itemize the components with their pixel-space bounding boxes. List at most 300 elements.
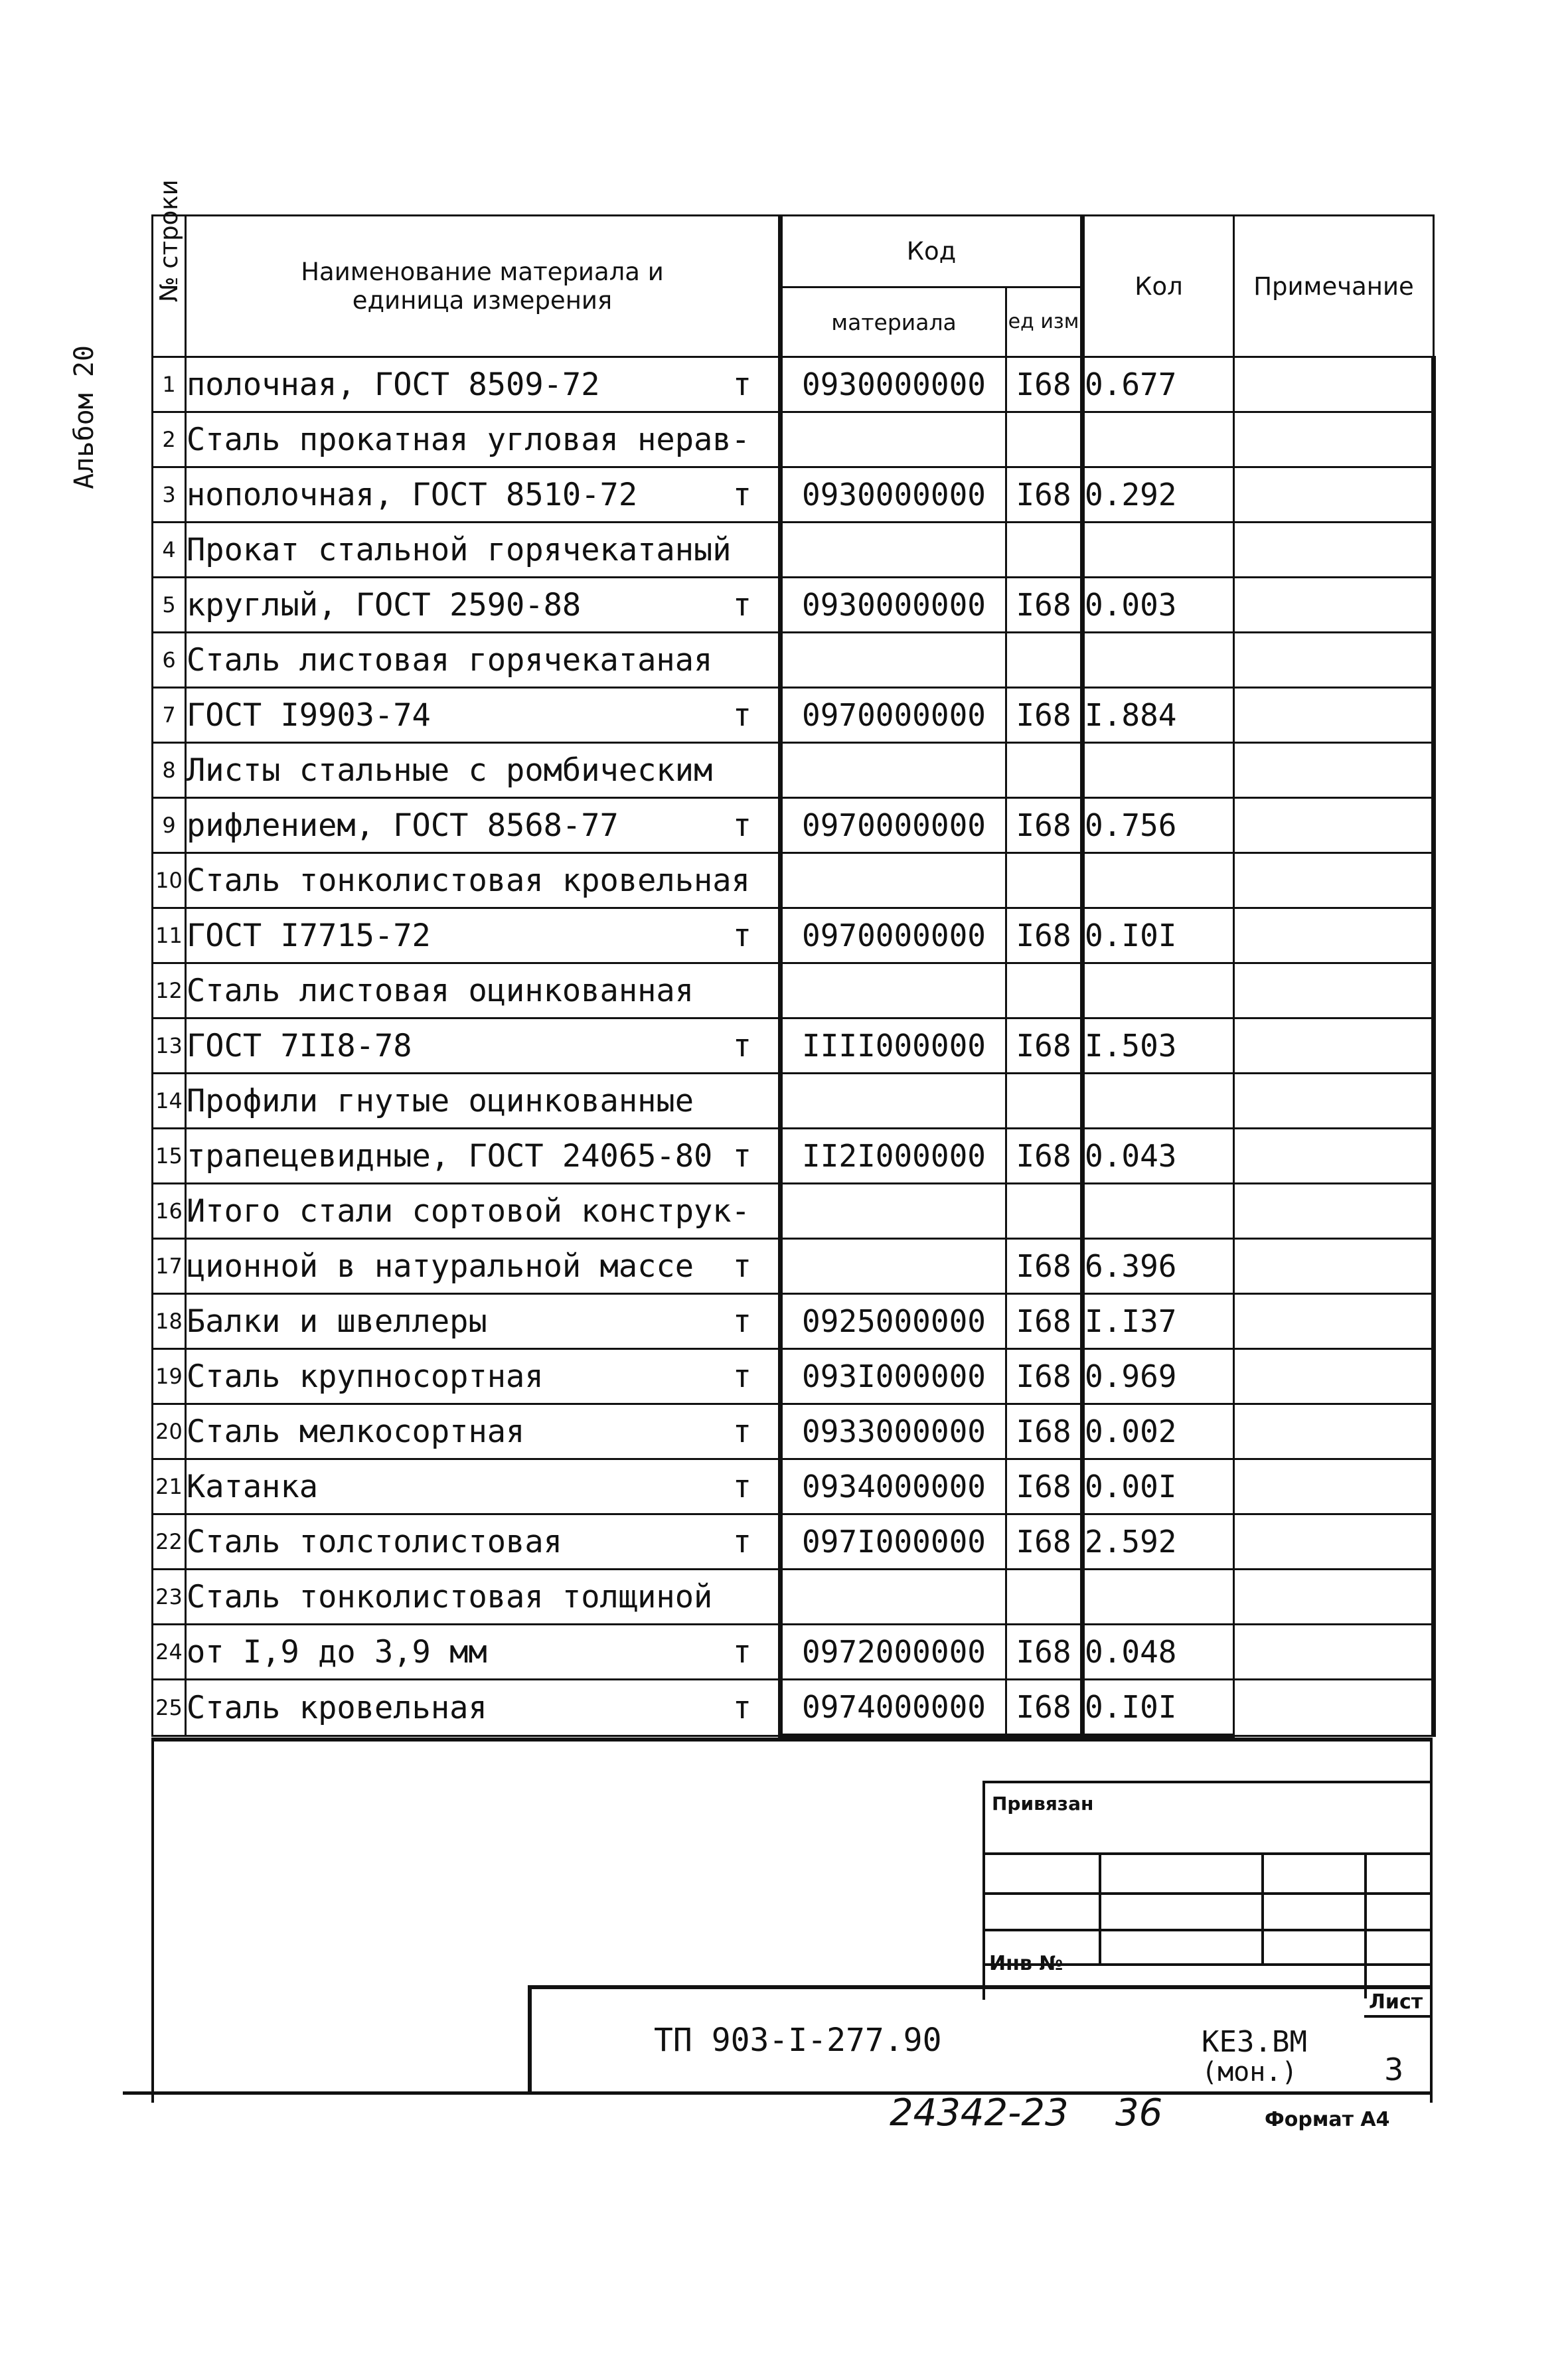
quantity-text: I.503 xyxy=(1085,1028,1177,1064)
note xyxy=(1234,1074,1434,1129)
row-number xyxy=(153,1625,186,1680)
quantity xyxy=(1083,1514,1234,1570)
quantity xyxy=(1083,963,1234,1018)
unit-code xyxy=(1006,412,1083,467)
note xyxy=(1234,1680,1434,1736)
material-name xyxy=(186,1239,781,1294)
material-code-text: 0930000000 xyxy=(802,477,986,513)
unit-label: т xyxy=(732,1689,751,1726)
material-code xyxy=(781,1018,1006,1074)
material-code xyxy=(781,1129,1006,1184)
material-name-text: Сталь кровельная xyxy=(187,1689,487,1726)
quantity xyxy=(1083,1349,1234,1404)
quantity-text: 6.396 xyxy=(1085,1248,1177,1284)
material-code-text: 0925000000 xyxy=(802,1303,986,1339)
row-number-text: 9 xyxy=(162,813,176,838)
linked-col-2 xyxy=(1261,1852,1264,1963)
quantity-text: 0.00I xyxy=(1085,1469,1177,1504)
unit-code xyxy=(1006,467,1083,523)
unit-code-text: I68 xyxy=(1016,1303,1071,1339)
page-bottom-line xyxy=(123,2091,1433,2095)
table-row xyxy=(153,798,1434,853)
unit-code xyxy=(1006,1129,1083,1184)
unit-code xyxy=(1006,743,1083,798)
material-code-text: 097I000000 xyxy=(802,1524,986,1560)
note xyxy=(1234,743,1434,798)
row-number xyxy=(153,688,186,743)
header-code: Код xyxy=(781,216,1083,287)
material-name-text: от I,9 до 3,9 мм xyxy=(187,1633,487,1670)
unit-code-text: I68 xyxy=(1016,697,1071,733)
unit-code xyxy=(1006,1625,1083,1680)
material-code xyxy=(781,1570,1006,1625)
table-row xyxy=(153,1459,1434,1514)
row-number-text: 6 xyxy=(162,647,176,673)
material-name-text: полочная, ГОСТ 8509-72 xyxy=(187,366,600,403)
table-row xyxy=(153,467,1434,523)
unit-code xyxy=(1006,798,1083,853)
material-code xyxy=(781,1294,1006,1349)
material-name-text: Листы стальные с ромбическим xyxy=(187,752,713,789)
material-code xyxy=(781,467,1006,523)
unit-code xyxy=(1006,578,1083,633)
table-row xyxy=(153,1129,1434,1184)
material-name-text: круглый, ГОСТ 2590-88 xyxy=(187,586,582,623)
material-code xyxy=(781,798,1006,853)
unit-code-text: I68 xyxy=(1016,1028,1071,1064)
unit-label: т xyxy=(732,366,751,403)
row-number xyxy=(153,1184,186,1239)
row-number xyxy=(153,1294,186,1349)
quantity xyxy=(1083,1184,1234,1239)
quantity-text: 0.003 xyxy=(1085,587,1177,623)
frame-right-line xyxy=(1430,1738,1433,2103)
row-number xyxy=(153,523,186,578)
unit-label: т xyxy=(732,917,751,954)
quantity-text: 0.292 xyxy=(1085,477,1177,513)
material-name-text: Балки и швеллеры xyxy=(187,1303,487,1340)
row-number-text: 17 xyxy=(155,1254,183,1279)
row-number-text: 19 xyxy=(155,1364,183,1389)
title-top xyxy=(528,1985,1433,1989)
quantity-text: 0.I0I xyxy=(1085,918,1177,953)
unit-label: т xyxy=(732,1248,751,1285)
unit-code xyxy=(1006,853,1083,908)
unit-code xyxy=(1006,963,1083,1018)
material-code-text: 0972000000 xyxy=(802,1634,986,1670)
linked-left xyxy=(982,1781,985,2000)
quantity xyxy=(1083,1459,1234,1514)
header-qty: Кол xyxy=(1083,216,1234,357)
frame-bottom-line xyxy=(151,1738,1433,1742)
unit-code xyxy=(1006,1239,1083,1294)
row-number xyxy=(153,1018,186,1074)
material-code xyxy=(781,743,1006,798)
unit-label: т xyxy=(732,696,751,734)
material-code xyxy=(781,523,1006,578)
note xyxy=(1234,1184,1434,1239)
material-code xyxy=(781,633,1006,688)
material-code-text: 0974000000 xyxy=(802,1689,986,1725)
unit-code-text: I68 xyxy=(1016,1689,1071,1725)
row-number-text: 23 xyxy=(155,1584,183,1609)
quantity xyxy=(1083,853,1234,908)
note xyxy=(1234,467,1434,523)
row-number xyxy=(153,1074,186,1129)
header-code-material: материала xyxy=(781,287,1006,357)
note xyxy=(1234,1459,1434,1514)
sheet-number: 3 xyxy=(1384,2052,1404,2087)
row-number-text: 24 xyxy=(155,1639,183,1664)
unit-code xyxy=(1006,1074,1083,1129)
note xyxy=(1234,908,1434,963)
material-name-text: Сталь толстолистовая xyxy=(187,1523,562,1560)
inv-no-label: Инв № xyxy=(989,1952,1063,1975)
row-number xyxy=(153,1680,186,1736)
material-name xyxy=(186,412,781,467)
material-code xyxy=(781,688,1006,743)
material-code-text: 0970000000 xyxy=(802,918,986,953)
row-number-text: 8 xyxy=(162,758,176,783)
set-mark: КЕЗ.ВМ xyxy=(1202,2025,1307,2059)
material-name xyxy=(186,908,781,963)
material-name xyxy=(186,1459,781,1514)
unit-code xyxy=(1006,1680,1083,1736)
material-name-text: Сталь мелкосортная xyxy=(187,1413,525,1450)
material-name xyxy=(186,743,781,798)
table-row xyxy=(153,853,1434,908)
material-name xyxy=(186,1018,781,1074)
table-row xyxy=(153,523,1434,578)
table-row xyxy=(153,908,1434,963)
material-name xyxy=(186,1184,781,1239)
material-code xyxy=(781,1459,1006,1514)
quantity-text: 0.002 xyxy=(1085,1414,1177,1449)
material-name xyxy=(186,1349,781,1404)
quantity xyxy=(1083,1625,1234,1680)
row-number-text: 15 xyxy=(155,1143,183,1169)
quantity xyxy=(1083,688,1234,743)
unit-code-text: I68 xyxy=(1016,1414,1071,1449)
row-number xyxy=(153,963,186,1018)
quantity-text: I.I37 xyxy=(1085,1303,1177,1339)
unit-code-text: I68 xyxy=(1016,1469,1071,1504)
row-number-text: 18 xyxy=(155,1309,183,1334)
note xyxy=(1234,1625,1434,1680)
quantity xyxy=(1083,1129,1234,1184)
quantity xyxy=(1083,1570,1234,1625)
table-row xyxy=(153,1239,1434,1294)
unit-label: т xyxy=(732,1633,751,1670)
material-name xyxy=(186,1129,781,1184)
table-row xyxy=(153,1349,1434,1404)
linked-top xyxy=(982,1781,1433,1783)
quantity xyxy=(1083,1018,1234,1074)
row-number xyxy=(153,1404,186,1459)
unit-code xyxy=(1006,1514,1083,1570)
sheet-divider xyxy=(1364,2015,1433,2018)
header-rownum: № строки xyxy=(153,216,186,357)
row-number xyxy=(153,1349,186,1404)
set-mark-sub: (мон.) xyxy=(1202,2057,1298,2087)
row-number xyxy=(153,1570,186,1625)
material-name-text: Сталь листовая горячекатаная xyxy=(187,641,713,679)
quantity-text: 2.592 xyxy=(1085,1524,1177,1560)
unit-label: т xyxy=(732,1027,751,1064)
header-code-unit: ед изм xyxy=(1006,287,1083,357)
row-number-text: 3 xyxy=(162,482,176,507)
album-side-label: Альбом 20 xyxy=(69,345,100,489)
material-code xyxy=(781,1680,1006,1736)
table-row xyxy=(153,578,1434,633)
unit-code-text: I68 xyxy=(1016,366,1071,402)
material-code xyxy=(781,578,1006,633)
quantity-text: 0.969 xyxy=(1085,1358,1177,1394)
material-code xyxy=(781,412,1006,467)
row-number xyxy=(153,743,186,798)
unit-code-text: I68 xyxy=(1016,1138,1071,1174)
table-row xyxy=(153,1184,1434,1239)
row-number xyxy=(153,908,186,963)
quantity xyxy=(1083,743,1234,798)
row-number-text: 13 xyxy=(155,1033,183,1058)
material-name xyxy=(186,633,781,688)
material-code-text: II2I000000 xyxy=(802,1138,986,1174)
row-number-text: 22 xyxy=(155,1529,183,1554)
unit-label: т xyxy=(732,1468,751,1505)
table-row xyxy=(153,1404,1434,1459)
note xyxy=(1234,963,1434,1018)
material-name-text: Сталь тонколистовая кровельная xyxy=(187,862,750,899)
archive-number: 24342-23 xyxy=(890,2091,1069,2135)
row-number-text: 2 xyxy=(162,427,176,452)
table-row xyxy=(153,357,1434,412)
material-name xyxy=(186,523,781,578)
linked-label: Привязан xyxy=(992,1793,1094,1815)
material-name xyxy=(186,357,781,412)
unit-code-text: I68 xyxy=(1016,1524,1071,1560)
unit-code-text: I68 xyxy=(1016,477,1071,513)
quantity xyxy=(1083,1404,1234,1459)
material-name xyxy=(186,1404,781,1459)
note xyxy=(1234,798,1434,853)
row-number-text: 25 xyxy=(155,1695,183,1720)
material-code xyxy=(781,1514,1006,1570)
material-name-text: ГОСТ I7715-72 xyxy=(187,917,431,954)
row-number xyxy=(153,853,186,908)
quantity xyxy=(1083,1239,1234,1294)
materials-table xyxy=(151,179,1436,1738)
note xyxy=(1234,1514,1434,1570)
material-name xyxy=(186,798,781,853)
material-name xyxy=(186,853,781,908)
unit-code xyxy=(1006,1459,1083,1514)
material-code xyxy=(781,1404,1006,1459)
unit-label: т xyxy=(732,1523,751,1560)
row-number-text: 16 xyxy=(155,1198,183,1224)
sheet-label: Лист xyxy=(1369,1990,1423,2014)
row-number xyxy=(153,467,186,523)
material-name xyxy=(186,688,781,743)
material-code xyxy=(781,1625,1006,1680)
material-code-text: 0930000000 xyxy=(802,587,986,623)
quantity xyxy=(1083,1680,1234,1736)
note xyxy=(1234,412,1434,467)
note xyxy=(1234,1018,1434,1074)
material-name xyxy=(186,1680,781,1736)
row-number-text: 14 xyxy=(155,1088,183,1113)
material-name-text: Сталь тонколистовая толщиной xyxy=(187,1578,713,1615)
document-code: ТП 903-I-277.90 xyxy=(654,2022,942,2059)
table-row xyxy=(153,633,1434,688)
note xyxy=(1234,1404,1434,1459)
material-code xyxy=(781,853,1006,908)
material-name xyxy=(186,1570,781,1625)
quantity xyxy=(1083,633,1234,688)
table-row xyxy=(153,1625,1434,1680)
material-name-text: ционной в натуральной массе xyxy=(187,1248,694,1285)
note xyxy=(1234,853,1434,908)
row-number-text: 20 xyxy=(155,1419,183,1444)
unit-code xyxy=(1006,523,1083,578)
unit-code-text: I68 xyxy=(1016,1248,1071,1284)
row-number-text: 4 xyxy=(162,537,176,562)
material-name-text: ГОСТ I9903-74 xyxy=(187,696,431,734)
quantity-text: 0.043 xyxy=(1085,1138,1177,1174)
row-number-text: 11 xyxy=(155,923,183,948)
table-row xyxy=(153,1570,1434,1625)
material-code xyxy=(781,1184,1006,1239)
unit-code xyxy=(1006,1404,1083,1459)
table-row xyxy=(153,963,1434,1018)
material-code xyxy=(781,1074,1006,1129)
table-row xyxy=(153,412,1434,467)
quantity xyxy=(1083,467,1234,523)
material-code-text: IIII000000 xyxy=(802,1028,986,1064)
note xyxy=(1234,688,1434,743)
note xyxy=(1234,578,1434,633)
material-name xyxy=(186,1625,781,1680)
unit-code xyxy=(1006,1018,1083,1074)
note xyxy=(1234,1349,1434,1404)
linked-col-1 xyxy=(1099,1852,1101,1963)
table-row xyxy=(153,1074,1434,1129)
material-name-text: Сталь крупносортная xyxy=(187,1358,544,1395)
unit-code xyxy=(1006,688,1083,743)
table-row xyxy=(153,1514,1434,1570)
material-code xyxy=(781,908,1006,963)
row-number xyxy=(153,1129,186,1184)
material-name-text: Сталь листовая оцинкованная xyxy=(187,972,694,1009)
material-name xyxy=(186,578,781,633)
header-note: Примечание xyxy=(1234,216,1434,357)
row-number xyxy=(153,798,186,853)
material-code xyxy=(781,1239,1006,1294)
row-number xyxy=(153,578,186,633)
material-code-text: 0930000000 xyxy=(802,366,986,402)
table-row xyxy=(153,688,1434,743)
material-name xyxy=(186,467,781,523)
material-name xyxy=(186,963,781,1018)
material-code-text: 0933000000 xyxy=(802,1414,986,1449)
note xyxy=(1234,1294,1434,1349)
material-code xyxy=(781,963,1006,1018)
row-number-text: 1 xyxy=(162,372,176,397)
unit-code-text: I68 xyxy=(1016,807,1071,843)
frame-left-line xyxy=(151,1738,154,2103)
quantity-text: 0.677 xyxy=(1085,366,1177,402)
quantity xyxy=(1083,908,1234,963)
unit-label: т xyxy=(732,586,751,623)
quantity xyxy=(1083,357,1234,412)
row-number-text: 21 xyxy=(155,1474,183,1499)
row-number xyxy=(153,412,186,467)
material-name-text: трапецевидные, ГОСТ 24065-80 xyxy=(187,1137,713,1175)
quantity xyxy=(1083,578,1234,633)
linked-col-3 xyxy=(1364,1852,1367,1998)
unit-code xyxy=(1006,1184,1083,1239)
material-code xyxy=(781,1349,1006,1404)
material-code xyxy=(781,357,1006,412)
material-name xyxy=(186,1294,781,1349)
unit-label: т xyxy=(732,1358,751,1395)
unit-code xyxy=(1006,1349,1083,1404)
table-row xyxy=(153,1680,1434,1736)
material-code-text: 093I000000 xyxy=(802,1358,986,1394)
row-number xyxy=(153,1514,186,1570)
title-left xyxy=(528,1985,532,2091)
unit-code-text: I68 xyxy=(1016,587,1071,623)
material-code-text: 0970000000 xyxy=(802,807,986,843)
unit-code xyxy=(1006,357,1083,412)
material-name-text: Прокат стальной горячекатаный xyxy=(187,531,732,568)
archive-page: 36 xyxy=(1115,2091,1163,2135)
unit-code-text: I68 xyxy=(1016,918,1071,953)
material-name-text: рифлением, ГОСТ 8568-77 xyxy=(187,807,619,844)
note xyxy=(1234,523,1434,578)
quantity-text: 0.048 xyxy=(1085,1634,1177,1670)
unit-code xyxy=(1006,908,1083,963)
quantity-text: 0.756 xyxy=(1085,807,1177,843)
unit-code xyxy=(1006,1570,1083,1625)
row-number xyxy=(153,1459,186,1514)
row-number-text: 7 xyxy=(162,702,176,728)
quantity xyxy=(1083,412,1234,467)
note xyxy=(1234,1239,1434,1294)
quantity xyxy=(1083,1074,1234,1129)
material-name-text: нополочная, ГОСТ 8510-72 xyxy=(187,476,638,513)
quantity xyxy=(1083,1294,1234,1349)
material-code-text: 0970000000 xyxy=(802,697,986,733)
unit-label: т xyxy=(732,807,751,844)
material-name xyxy=(186,1514,781,1570)
note xyxy=(1234,1570,1434,1625)
note xyxy=(1234,633,1434,688)
material-name-text: Профили гнутые оцинкованные xyxy=(187,1082,694,1119)
material-code-text: 0934000000 xyxy=(802,1469,986,1504)
material-name-text: ГОСТ 7II8-78 xyxy=(187,1027,412,1064)
unit-label: т xyxy=(732,1137,751,1175)
unit-label: т xyxy=(732,476,751,513)
unit-code xyxy=(1006,1294,1083,1349)
table-row xyxy=(153,1294,1434,1349)
note xyxy=(1234,1129,1434,1184)
table-row xyxy=(153,1018,1434,1074)
row-number xyxy=(153,357,186,412)
quantity xyxy=(1083,798,1234,853)
row-number-text: 12 xyxy=(155,978,183,1003)
format-label: Формат А4 xyxy=(1265,2108,1390,2131)
